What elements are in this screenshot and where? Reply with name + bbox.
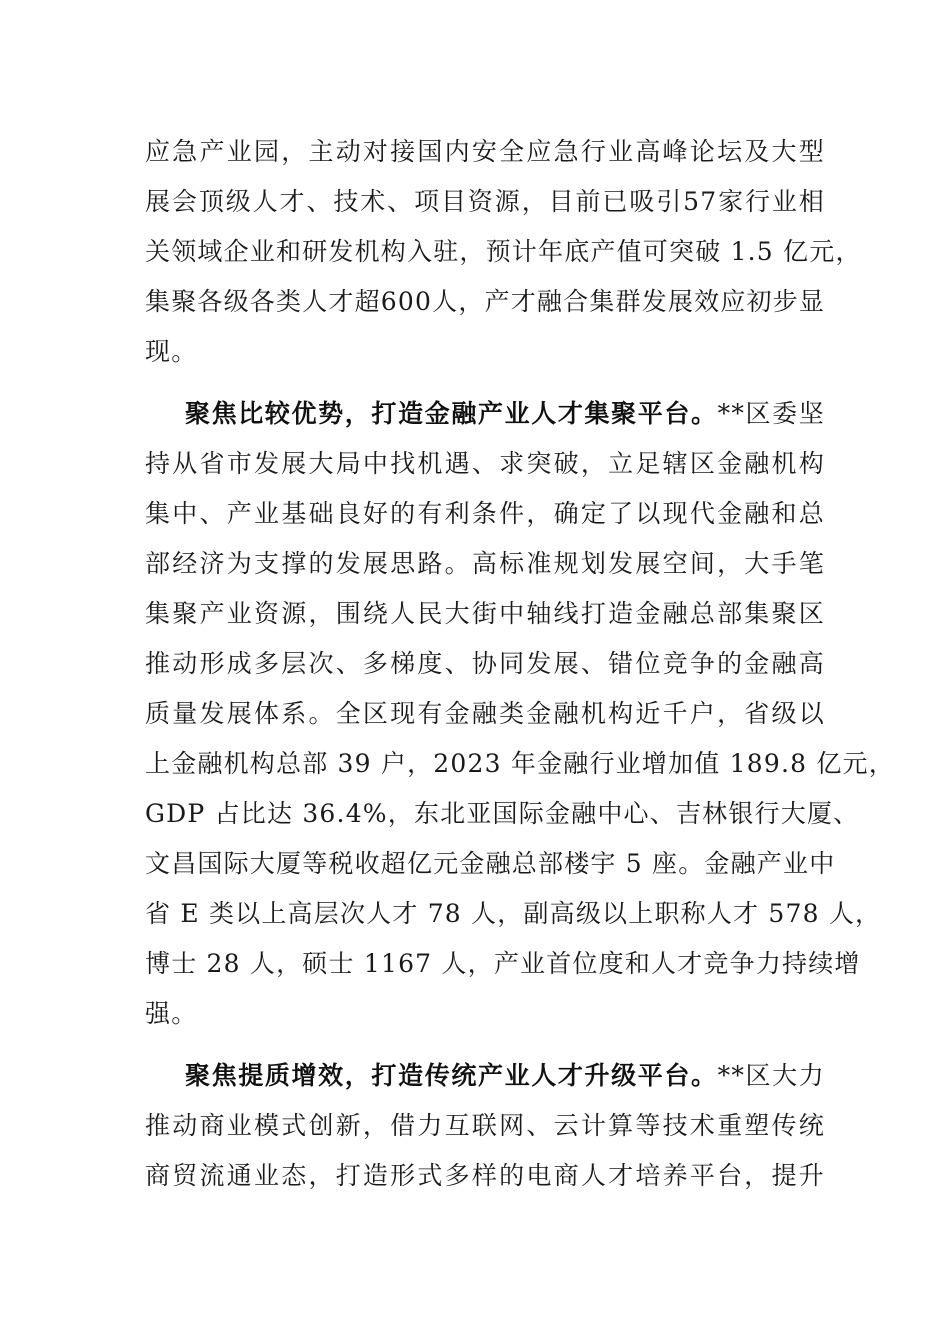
paragraph-2-line-9: GDP 占比达 36.4%，东北亚国际金融中心、吉林银行大厦、 (145, 799, 860, 828)
paragraph-2-heading: 聚焦比较优势，打造金融产业人才集聚平台。 (185, 399, 718, 428)
paragraph-2-line-8: 上金融机构总部 39 户，2023 年金融行业增加值 189.8 亿元， (145, 749, 895, 778)
paragraph-2-line-3: 集中、产业基础良好的有利条件，确定了以现代金融和总 (145, 499, 825, 528)
paragraph-2-line-12: 博士 28 人，硕士 1167 人，产业首位度和人才竞争力持续增 (145, 949, 861, 978)
paragraph-3-heading: 聚焦提质增效，打造传统产业人才升级平台。 (185, 1061, 718, 1090)
paragraph-3-first-rest: **区大力 (717, 1061, 825, 1090)
paragraph-2-line-11: 省 E 类以上高层次人才 78 人，副高级以上职称人才 578 人， (145, 899, 882, 928)
paragraph-1-line-5: 现。 (145, 337, 198, 366)
paragraph-2-line-6: 推动形成多层次、多梯度、协同发展、错位竞争的金融高 (145, 649, 825, 678)
paragraph-2-line-10: 文昌国际大厦等税收超亿元金融总部楼宇 5 座。金融产业中 (145, 849, 836, 878)
paragraph-3-first-line (185, 1051, 825, 1101)
paragraph-1-line-1: 应急产业园，主动对接国内安全应急行业高峰论坛及大型 (145, 137, 825, 166)
paragraph-2-first-rest: **区委坚 (717, 399, 825, 428)
paragraph-2-line-13: 强。 (145, 999, 198, 1028)
paragraph-1-line-3: 关领域企业和研发机构入驻，预计年底产值可突破 1.5 亿元， (145, 237, 862, 266)
paragraph-2-first-line (185, 389, 825, 439)
paragraph-2-line-4: 部经济为支撑的发展思路。高标准规划发展空间，大手笔 (145, 549, 825, 578)
paragraph-1-line-4: 集聚各级各类人才超600人，产才融合集群发展效应初步显 (145, 287, 826, 316)
paragraph-1-line-2: 展会顶级人才、技术、项目资源，目前已吸引57家行业相 (145, 187, 825, 216)
paragraph-2-line-5: 集聚产业资源，围绕人民大街中轴线打造金融总部集聚区 (145, 599, 825, 628)
paragraph-3-line-3: 商贸流通业态，打造形式多样的电商人才培养平台，提升 (145, 1161, 825, 1190)
paragraph-2-line-2: 持从省市发展大局中找机遇、求突破，立足辖区金融机构 (145, 449, 825, 478)
paragraph-3-line-2: 推动商业模式创新，借力互联网、云计算等技术重塑传统 (145, 1111, 825, 1140)
paragraph-2-line-7: 质量发展体系。全区现有金融类金融机构近千户，省级以 (145, 699, 825, 728)
